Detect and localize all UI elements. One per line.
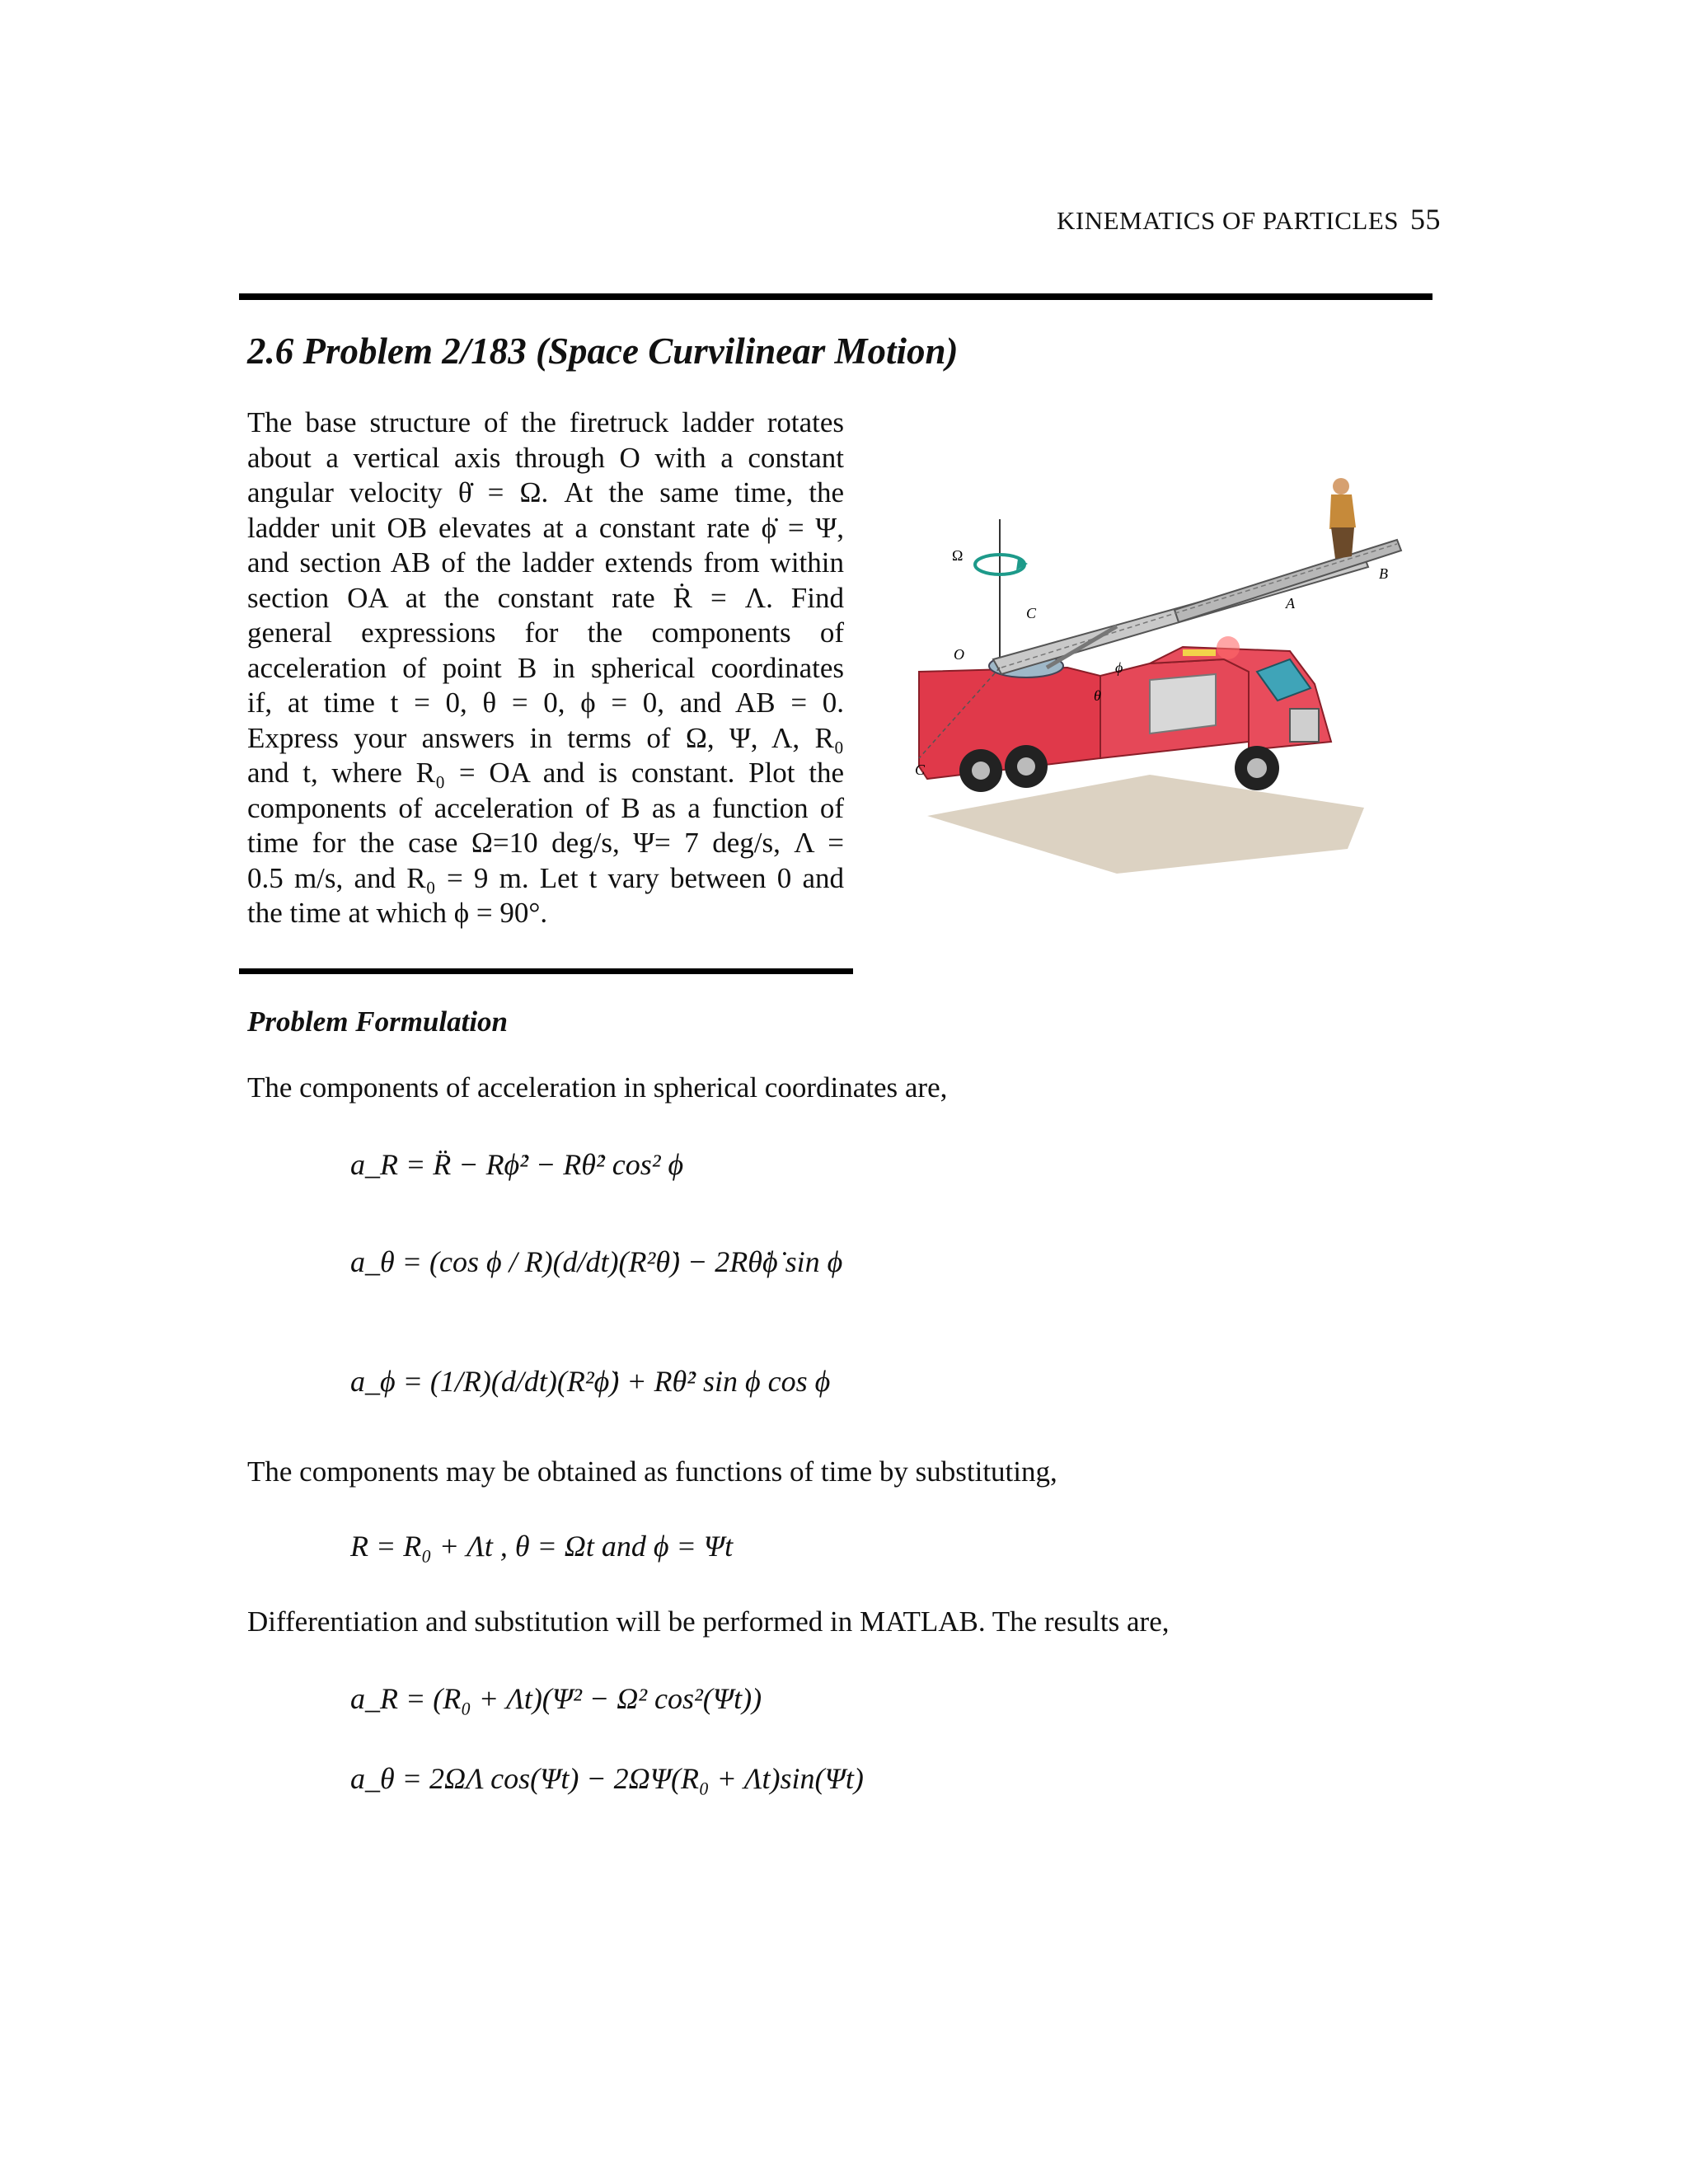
equation-atheta: a_θ = (cos ϕ / R)(d/dt)(R²θ̇) − 2Rθ̇ϕ̇ sin ϕ [350,1245,843,1278]
firetruck-figure [903,462,1414,874]
running-title: KINEMATICS OF PARTICLES [1057,206,1399,235]
firefighter-body [1329,494,1356,529]
page-number: 55 [1410,203,1441,236]
formulation-heading: Problem Formulation [247,1005,509,1038]
label-phi: ϕ [1115,659,1123,676]
equation-aR: a_R = R̈ − Rϕ̇² − Rθ̇² cos² ϕ [350,1148,684,1181]
text-substituting: The components may be obtained as functions of time by substituting, [247,1455,1057,1488]
equation-substitution: R = R₀ + Λt , θ = Ωt and ϕ = Ψt [350,1530,734,1563]
problem-line: ladder unit OB elevates at a constant rate ϕ̇ = Ψ, [247,511,844,544]
ground-shadow [927,775,1364,874]
firefighter-legs [1331,527,1354,559]
problem-line: 0.5 m/s, and R₀ = 9 m. Let t vary between 0 and [247,861,844,894]
section-title: 2.6 Problem 2/183 (Space Curvilinear Motion) [247,330,959,372]
problem-line: components of acceleration of B as a function of [247,791,844,824]
problem-line: the time at which ϕ = 90°. [247,897,548,929]
grille [1290,709,1319,742]
problem-line: acceleration of point B in spherical coordinates [247,651,844,684]
problem-line: and section AB of the ladder extends from within [247,546,844,579]
label-c-top: C [1026,605,1037,621]
equation-aphi: a_ϕ = (1/R)(d/dt)(R²ϕ̇) + Rθ̇² sin ϕ cos ϕ [350,1365,831,1398]
label-c-bottom: C [915,762,926,778]
problem-line: section OA at the constant rate Ṙ = Λ. Find [247,581,844,614]
problem-line: and t, where R₀ = OA and is constant. Plot the [247,757,844,789]
front-hub [1247,758,1267,778]
label-o: O [954,646,964,663]
light-bar [1183,649,1216,656]
equation-aR-result: a_R = (R₀ + Λt)(Ψ² − Ω² cos²(Ψt)) [350,1682,762,1715]
problem-line: about a vertical axis through O with a constant [247,441,844,474]
rear-hub-2 [1017,757,1035,776]
label-theta: θ [1094,687,1101,704]
text-matlab: Differentiation and substitution will be performed in MATLAB. The results are, [247,1605,1170,1638]
problem-line: general expressions for the components of [247,616,844,649]
problem-line: angular velocity θ̇ = Ω. At the same time, the [247,476,844,509]
label-a: A [1286,595,1295,612]
running-header [1057,202,1441,237]
problem-line: The base structure of the firetruck ladder rotates [247,406,844,438]
equipment-panel [1150,674,1216,733]
text-components: The components of acceleration in spherical coordinates are, [247,1071,948,1104]
problem-line: Express your answers in terms of Ω, Ψ, Λ, R₀ [247,721,844,754]
beacon-light [1217,636,1240,659]
top-rule [239,293,1432,300]
firefighter-head [1333,478,1349,494]
equation-atheta-result: a_θ = 2ΩΛ cos(Ψt) − 2ΩΨ(R₀ + Λt)sin(Ψt) [350,1762,864,1795]
label-omega: Ω [952,547,964,564]
label-b: B [1379,565,1388,582]
problem-statement [247,405,844,931]
problem-line: time for the case Ω=10 deg/s, Ψ= 7 deg/s, Λ = [247,827,844,859]
problem-bottom-rule [239,968,853,974]
problem-line: if, at time t = 0, θ = 0, ϕ = 0, and AB = 0. [247,687,844,719]
rear-hub-1 [972,762,990,780]
